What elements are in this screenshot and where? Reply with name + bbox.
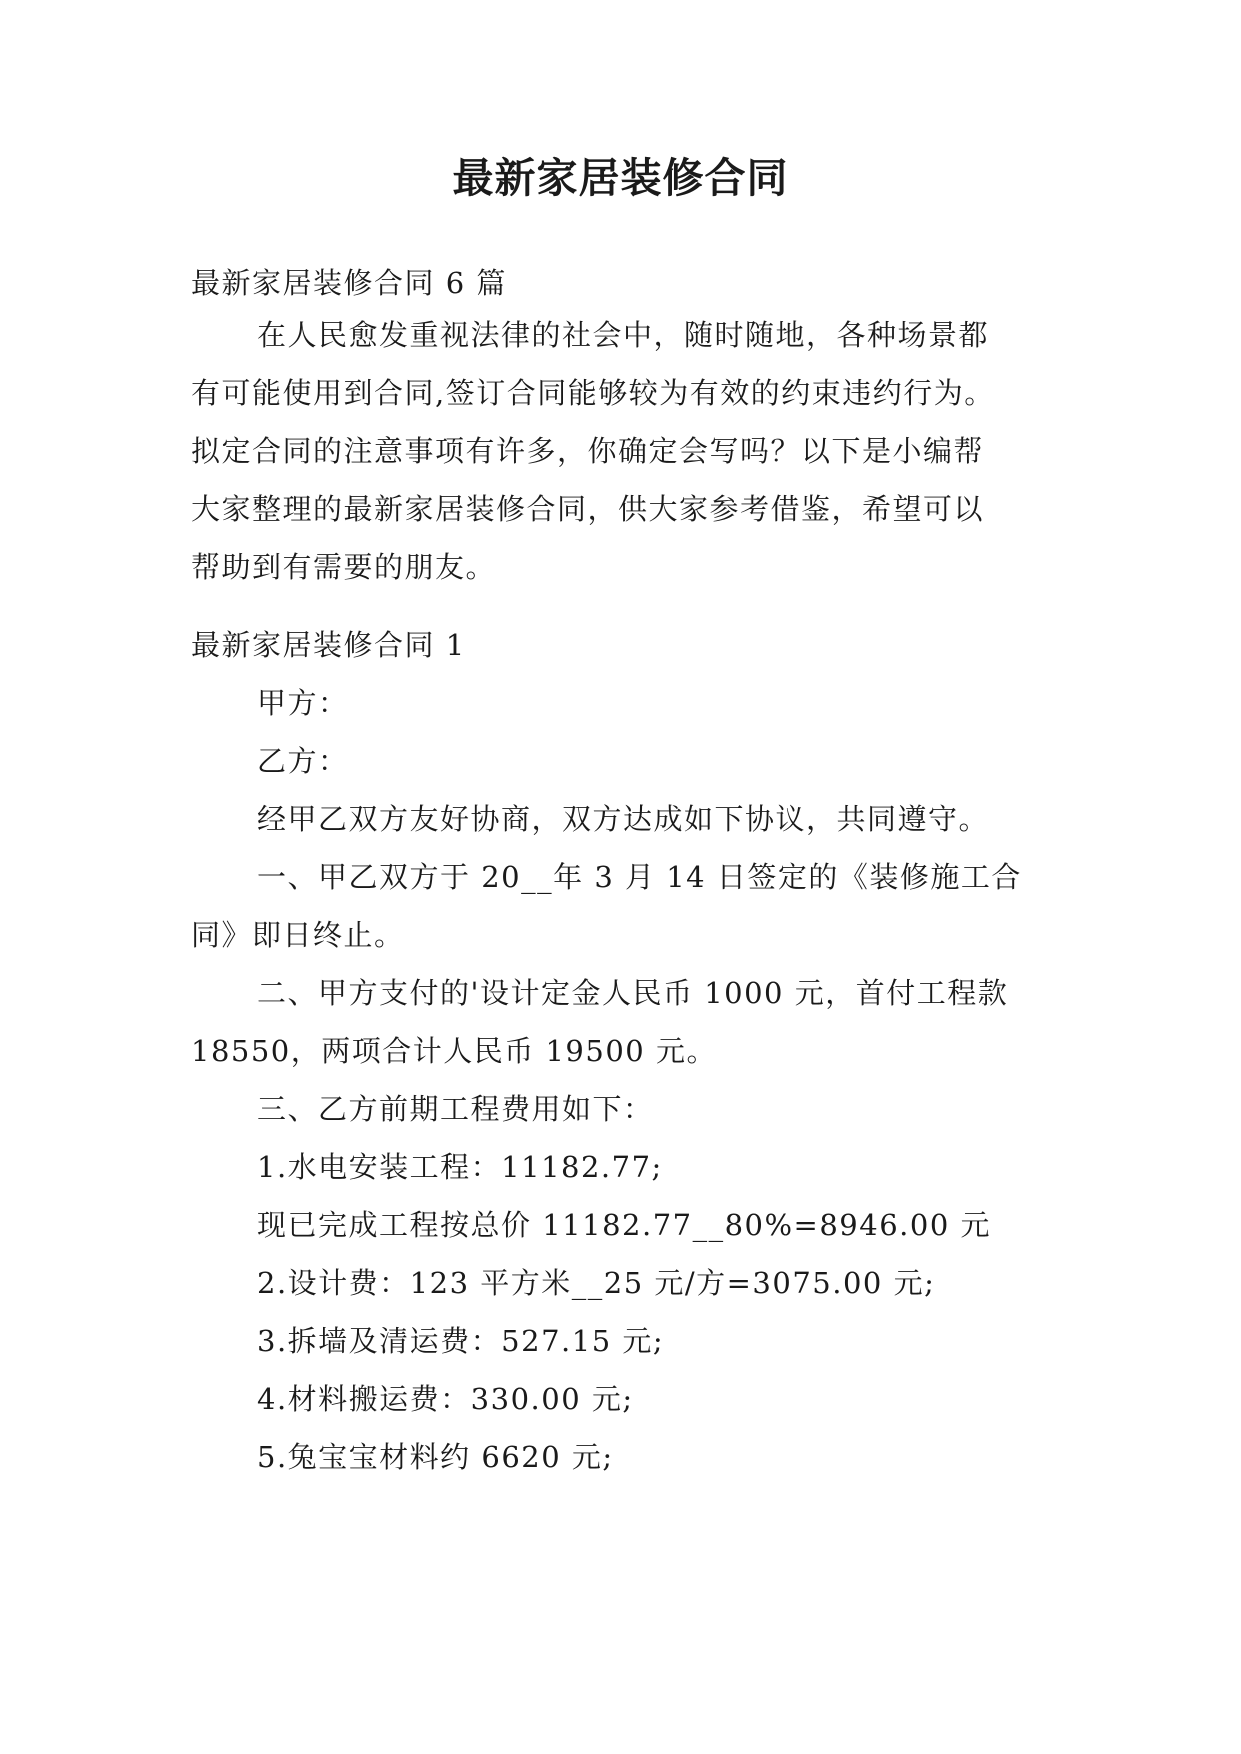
document-title: 最新家居装修合同 — [452, 154, 789, 202]
cost-item: 现已完成工程按总价 11182.77__80%=8946.00 元 — [257, 1208, 991, 1242]
intro-line: 帮助到有需要的朋友。 — [191, 550, 497, 584]
clause-1-line: 同》即日终止。 — [191, 918, 405, 952]
cost-item: 5.兔宝宝材料约 6620 元; — [257, 1440, 614, 1474]
intro-line: 大家整理的最新家居装修合同，供大家参考借鉴，希望可以 — [191, 492, 985, 526]
clause-2-line: 18550，两项合计人民币 19500 元。 — [191, 1034, 717, 1068]
cost-item: 3.拆墙及清运费：527.15 元; — [257, 1324, 665, 1358]
clause-1-line: 一、甲乙双方于 20__年 3 月 14 日签定的《装修施工合 — [257, 860, 1022, 894]
section-heading: 最新家居装修合同 1 — [191, 628, 466, 662]
cost-item: 1.水电安装工程：11182.77; — [257, 1150, 663, 1184]
section-1 — [191, 616, 1071, 1486]
clause-2-line: 二、甲方支付的'设计定金人民币 1000 元，首付工程款 — [257, 976, 1009, 1010]
party-b-label: 乙方： — [257, 744, 349, 778]
collection-heading: 最新家居装修合同 6 篇 — [191, 266, 507, 300]
agreement-statement: 经甲乙双方友好协商，双方达成如下协议，共同遵守。 — [257, 802, 990, 836]
clause-3-heading: 三、乙方前期工程费用如下： — [257, 1092, 654, 1126]
collection-heading-block — [191, 254, 1071, 312]
intro-paragraph — [191, 306, 1071, 596]
intro-line: 在人民愈发重视法律的社会中，随时随地，各种场景都 — [257, 318, 990, 352]
intro-line: 有可能使用到合同,签订合同能够较为有效的约束违约行为。 — [191, 376, 995, 410]
party-a-label: 甲方： — [257, 686, 349, 720]
cost-item: 2.设计费：123 平方米__25 元/方=3075.00 元; — [257, 1266, 936, 1300]
cost-item: 4.材料搬运费：330.00 元; — [257, 1382, 634, 1416]
intro-line: 拟定合同的注意事项有许多，你确定会写吗？以下是小编帮 — [191, 434, 985, 468]
